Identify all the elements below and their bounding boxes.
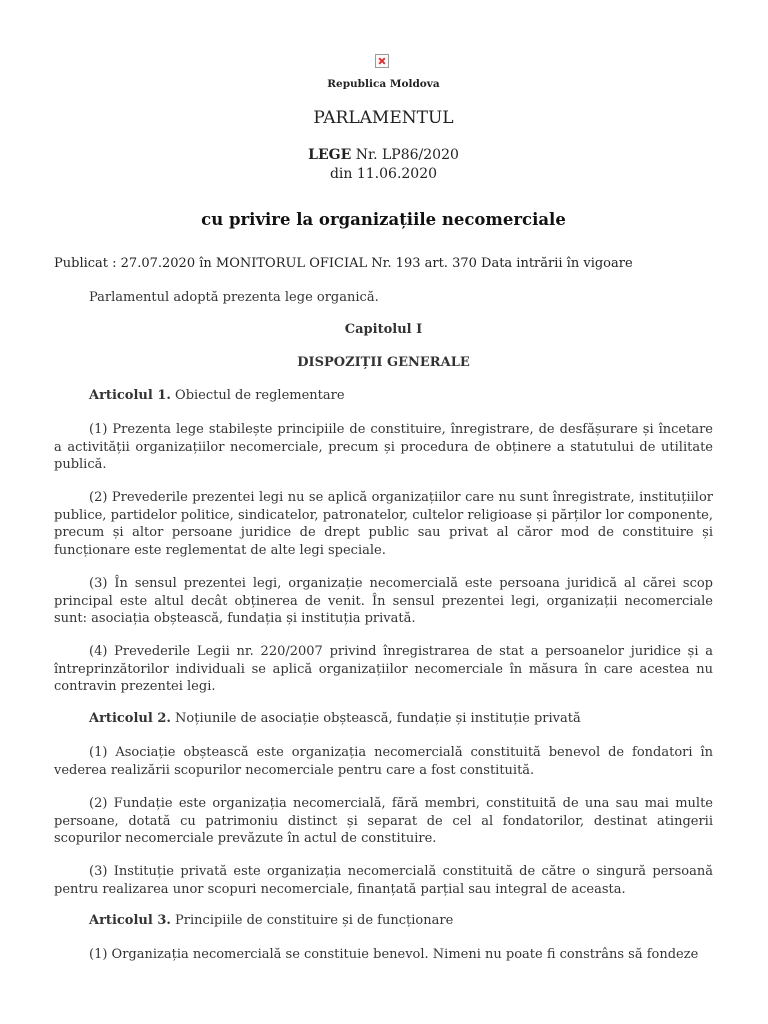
emblem [375, 54, 391, 70]
article-paragraph: (1) Asociație obștească este organizația necomercială constituită benevol de fondatori în vederea realizării scopurilor necomerciale pentru care a fost constituită. [54, 745, 713, 778]
article-label: Articolul 2. [89, 711, 171, 726]
article-paragraph: (2) Fundație este organizația necomercială, fără membri, constituită de una sau mai multe persoane, dotată cu patrimoniu distinct și separat de cel al fondatorilor, destinat atingerii scopurilor necomerciale prevăzute în actul de constituire. [54, 796, 713, 846]
article-paragraph: (3) Instituție privată este organizația necomercială constituită de către o singură persoană pentru realizarea unor scopuri necomerciale, finanțată parțial sau integral de aceasta. [54, 864, 713, 897]
article-paragraph: (1) Organizația necomercială se constituie benevol. Nimeni nu poate fi constrâns să fondeze [89, 947, 699, 962]
intro-paragraph: Parlamentul adoptă prezenta lege organică. [89, 290, 379, 305]
law-date: din 11.06.2020 [329, 166, 438, 182]
article-title: Principiile de constituire și de funcționare [175, 913, 454, 928]
broken-image-icon [375, 54, 389, 68]
article-title: Obiectul de reglementare [175, 388, 345, 403]
article-paragraph: (1) Prezenta lege stabilește principiile de constituire, înregistrare, de desfășurare și încetare a activității organizațiilor necomerciale, precum și procedura de obținere a statutului de utilitate publică. [54, 422, 713, 472]
article-heading [89, 388, 713, 403]
publication-info: Publicat : 27.07.2020 în MONITORUL OFICIAL Nr. 193 art. 370 Data intrării în vigoare [54, 256, 633, 271]
article-title: Noțiunile de asociație obștească, fundație și instituție privată [175, 711, 581, 726]
article-label: Articolul 1. [89, 388, 171, 403]
institution-name: PARLAMENTUL [313, 108, 454, 128]
law-number: Nr. LP86/2020 [355, 147, 459, 163]
country-name: Republica Moldova [327, 78, 440, 90]
chapter-label: Capitolul I [344, 322, 423, 337]
article-heading [89, 711, 713, 726]
law-type: LEGE [308, 147, 352, 163]
chapter-title: DISPOZIȚII GENERALE [297, 355, 470, 370]
law-identifier [54, 147, 713, 163]
article-heading [89, 913, 713, 928]
article-paragraph: (4) Prevederile Legii nr. 220/2007 privind înregistrarea de stat a persoanelor juridice și a întreprinzătorilor individuali se aplică organizațiilor necomerciale în măsura în care acestea nu contravin prezentei legi. [54, 644, 713, 694]
article-label: Articolul 3. [89, 913, 171, 928]
article-paragraph: (2) Prevederile prezentei legi nu se aplică organizațiilor care nu sunt înregistrate, instituțiilor publice, partidelor politice, sindicatelor, patronatelor, cultelor religioase și părților lor componente, precum și altor persoane juridice de drept public sau privat al căror mod de constituire și funcționare este reglementat de alte legi speciale. [54, 490, 713, 558]
article-paragraph: (3) În sensul prezentei legi, organizație necomercială este persoana juridică al cărei scop principal este altul decât obținerea de venit. În sensul prezentei legi, organizații necomerciale sunt: asociația obștească, fundația și instituția privată. [54, 576, 713, 626]
law-title: cu privire la organizațiile necomerciale [201, 210, 566, 229]
